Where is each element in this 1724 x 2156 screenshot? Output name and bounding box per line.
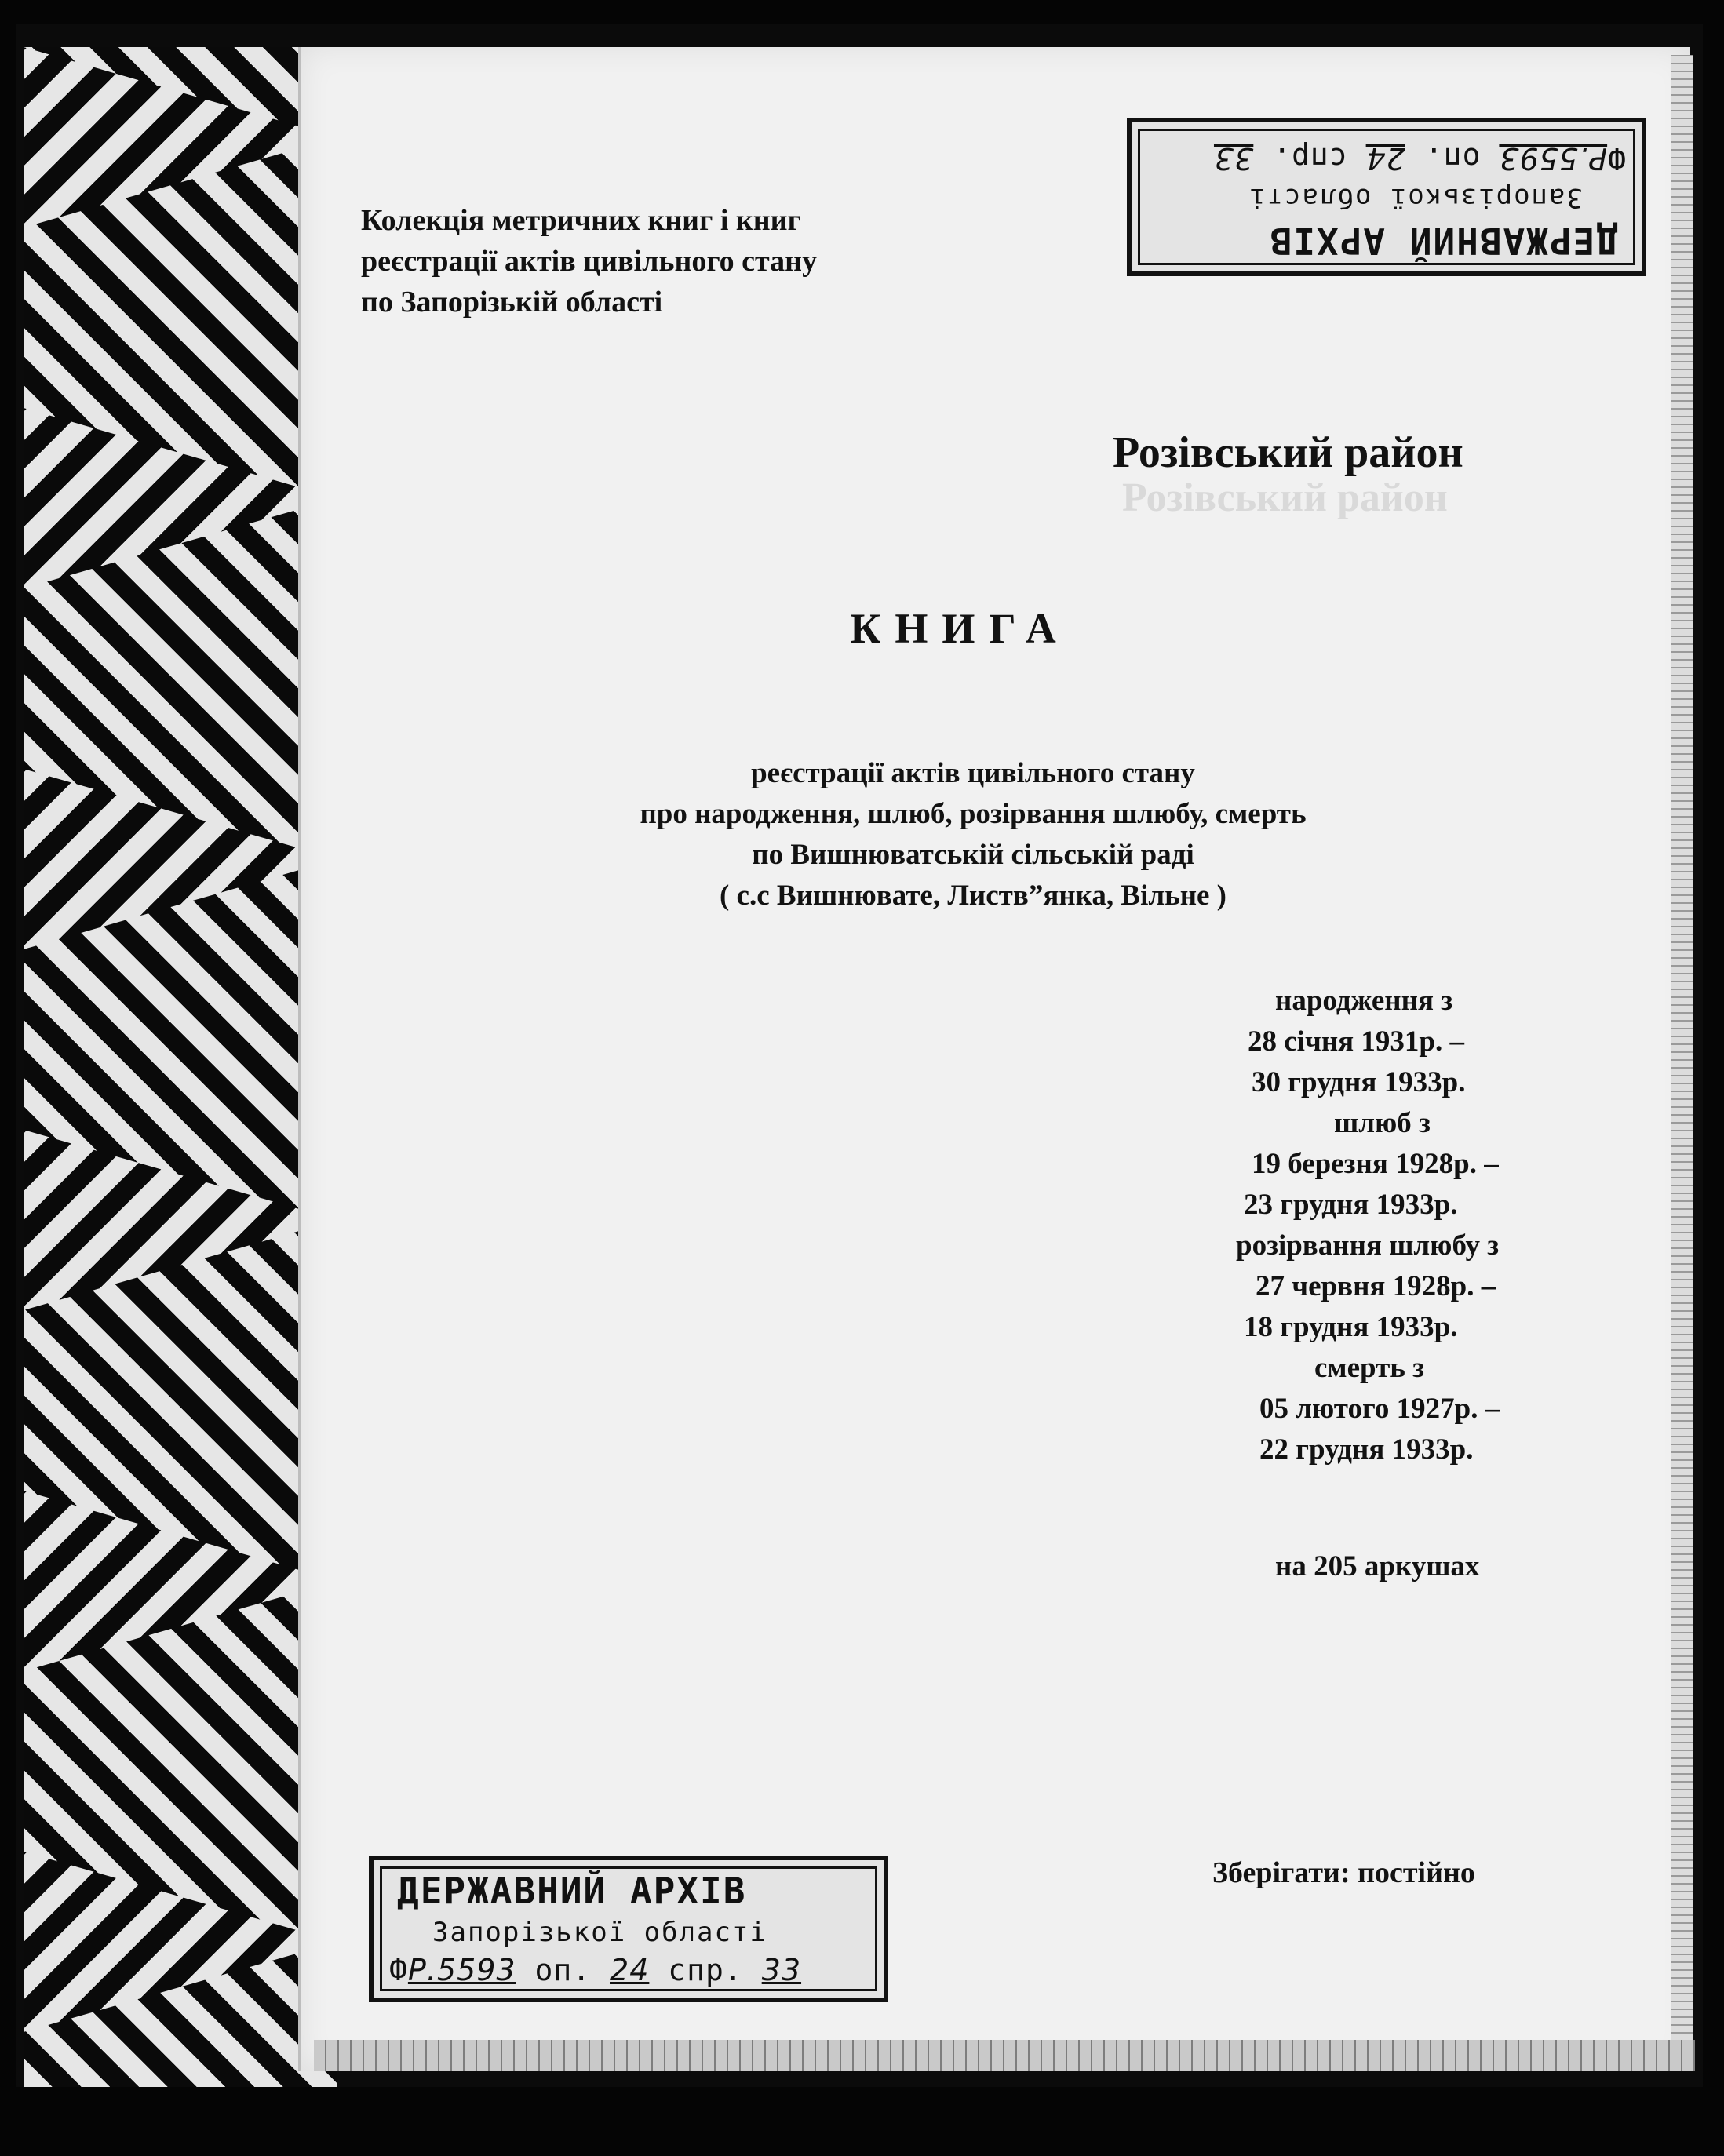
- stamp-line-2: Запорізької області: [432, 1917, 767, 1948]
- divorce-from: 27 червня 1928р. –: [1256, 1270, 1496, 1302]
- description-line-4: ( с.с Вишнювате, Листв”янка, Вільне ): [719, 880, 1227, 912]
- collection-line-1: Колекція метричних книг і книг: [361, 204, 801, 237]
- birth-label: народження з: [1275, 985, 1453, 1017]
- stamp-fond-prefix: Ф: [389, 1953, 408, 1987]
- fabric-binding-spine: [24, 47, 337, 2087]
- stamp-fond: Р.5593: [407, 1953, 516, 1987]
- page-edge-right: [1671, 55, 1693, 2063]
- description-line-1: реєстрації актів цивільного стану: [751, 757, 1195, 789]
- storage-note: Зберігати: постійно: [1212, 1856, 1475, 1889]
- book-description: [471, 753, 1475, 916]
- death-to: 22 грудня 1933р.: [1259, 1433, 1474, 1466]
- book-title: КНИГА: [850, 605, 1070, 652]
- district-title: Розівський район: [1113, 428, 1463, 477]
- description-line-3: по Вишнюватській сільській раді: [752, 839, 1194, 871]
- death-from: 05 лютого 1927р. –: [1259, 1393, 1500, 1425]
- birth-from: 28 січня 1931р. –: [1248, 1025, 1464, 1058]
- stamp-top-line-1: ДЕРЖАВНИЙ АРХІВ: [1268, 220, 1618, 262]
- death-label: смерть з: [1314, 1352, 1424, 1384]
- stamp-opys: 24: [610, 1953, 650, 1987]
- divorce-label: розірвання шлюбу з: [1236, 1229, 1500, 1262]
- page-edge-bottom: [314, 2040, 1695, 2071]
- stamp-sprava-prefix: спр.: [668, 1953, 743, 1987]
- stamp-line-1: ДЕРЖАВНИЙ АРХІВ: [397, 1870, 747, 1912]
- stamp-top-line-3: ФР.5593 оп. 24 спр. 33: [1213, 141, 1626, 176]
- record-periods: [1208, 981, 1500, 1470]
- marriage-to: 23 грудня 1933р.: [1244, 1189, 1458, 1221]
- birth-to: 30 грудня 1933р.: [1252, 1066, 1466, 1098]
- sheet-count: на 205 аркушах: [1275, 1550, 1480, 1582]
- stamp-sprava: 33: [761, 1953, 802, 1987]
- collection-header: [361, 200, 817, 322]
- collection-line-3: по Запорізькій області: [361, 286, 663, 319]
- stamp-top-line-2: Запорізької області: [1248, 182, 1583, 213]
- stamp-line-3: [389, 1953, 801, 1987]
- archive-stamp-top: [1127, 118, 1646, 276]
- stamp-opys-prefix: оп.: [534, 1953, 592, 1987]
- bleed-through-district: Розівський район: [1122, 475, 1448, 520]
- divorce-to: 18 грудня 1933р.: [1244, 1311, 1458, 1343]
- archive-stamp-bottom: [369, 1856, 888, 2002]
- description-line-2: про народження, шлюб, розірвання шлюбу, смерть: [640, 798, 1307, 830]
- collection-line-2: реєстрації актів цивільного стану: [361, 245, 818, 278]
- marriage-from: 19 березня 1928р. –: [1252, 1148, 1499, 1180]
- marriage-label: шлюб з: [1334, 1107, 1431, 1139]
